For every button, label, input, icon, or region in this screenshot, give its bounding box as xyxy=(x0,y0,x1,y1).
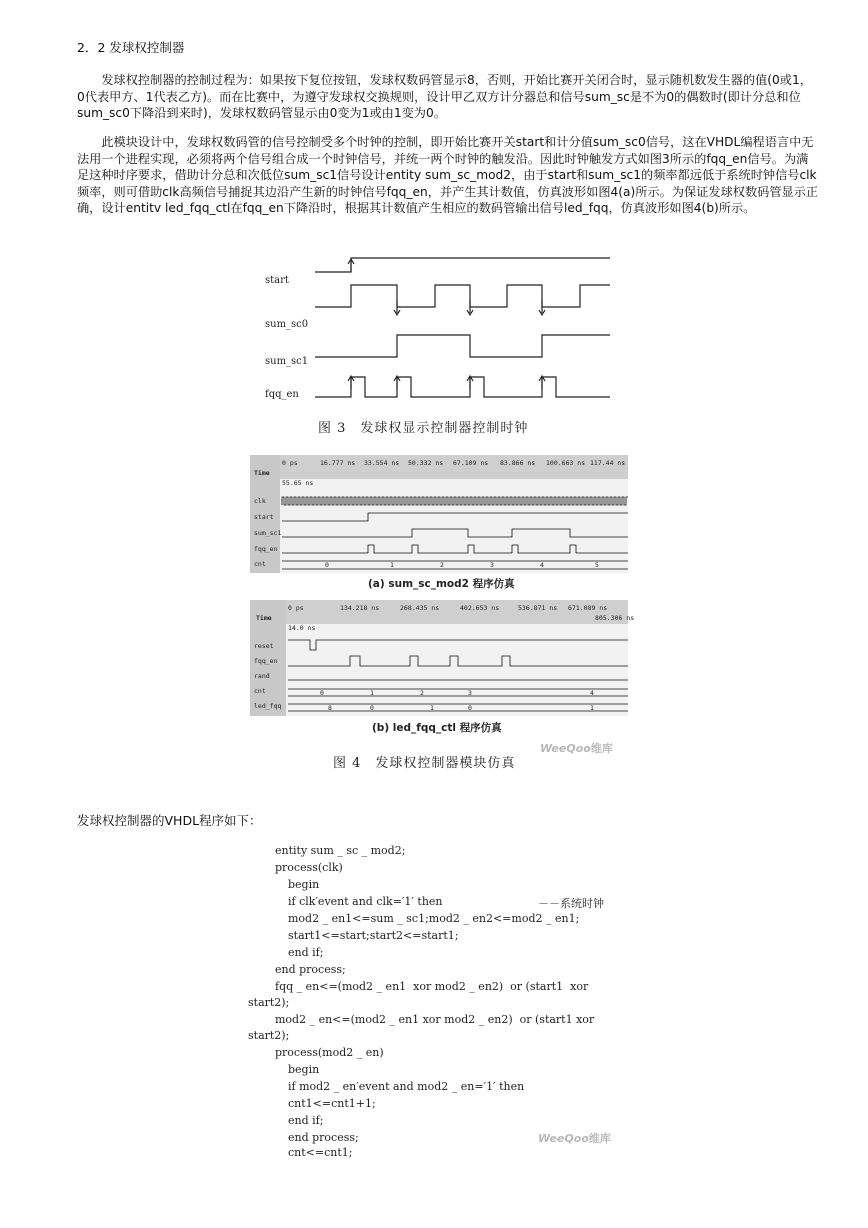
code-line: cnt1<=cnt1+1; xyxy=(288,1097,376,1110)
vhdl-intro: 发球权控制器的VHDL程序如下： xyxy=(77,813,262,828)
cnt-value: 1 xyxy=(370,689,374,697)
code-line: end process; xyxy=(288,1131,359,1144)
cnt-value: 0 xyxy=(320,689,324,697)
time-ticks xyxy=(282,459,625,467)
sig-cnt: cnt xyxy=(254,560,266,568)
cnt-value: 4 xyxy=(590,689,594,697)
tick: 671.089 ns xyxy=(568,604,608,612)
code-comment: －－系统时钟 xyxy=(538,897,604,910)
figure4a-caption: (a) sum_sc_mod2 程序仿真 xyxy=(368,578,515,590)
led-value: 1 xyxy=(590,704,594,712)
cnt-value: 2 xyxy=(440,561,444,569)
tick: 402.653 ns xyxy=(460,604,500,612)
fqq-en-arrow-2 xyxy=(394,376,400,389)
code-line: begin xyxy=(288,878,320,891)
tick: 268.435 ns xyxy=(400,604,440,612)
cursor-time: 55.65 ns xyxy=(282,479,314,487)
code-line: entity sum _ sc _ mod2; xyxy=(275,844,406,857)
watermark-logo xyxy=(540,740,613,756)
cnt-value: 5 xyxy=(595,561,599,569)
code-line: end if; xyxy=(288,1114,324,1127)
code-line: process(mod2 _ en) xyxy=(275,1046,384,1059)
led-value: 1 xyxy=(430,704,434,712)
figure4b-simulation xyxy=(250,600,635,716)
figure4a-simulation xyxy=(250,455,628,573)
fqq-en-arrow-1 xyxy=(348,376,354,389)
start-waveform xyxy=(315,258,610,272)
tick: 117.44 ns xyxy=(590,459,626,467)
cnt-value: 3 xyxy=(490,561,494,569)
code-line: fqq _ en<=(mod2 _ en1 xor mod2 _ en2) or (start1 xor xyxy=(275,980,589,993)
sig-cnt: cnt xyxy=(254,687,266,695)
cnt-value: 1 xyxy=(390,561,394,569)
led-value: 8 xyxy=(328,704,332,712)
sig-sum-sc1: sum_sc1 xyxy=(254,529,282,537)
watermark-logo xyxy=(538,1130,611,1146)
tick: 0 ps xyxy=(282,459,298,467)
fqq-en-waveform xyxy=(315,377,610,397)
tick: 67.109 ns xyxy=(453,459,489,467)
tick: 16.777 ns xyxy=(320,459,356,467)
sig-fqq-en: fqq_en xyxy=(254,545,278,553)
fqq-en-arrow-3 xyxy=(467,376,473,389)
sum-sc0-waveform xyxy=(315,285,610,307)
sig-led-fqq: led_fqq xyxy=(254,702,282,710)
watermark-brand: WeeQoo xyxy=(540,742,591,755)
figure4b-caption: (b) led_fqq_ctl 程序仿真 xyxy=(372,722,502,734)
vhdl-code-block xyxy=(248,844,628,1164)
time-label: Time xyxy=(254,469,270,477)
watermark-brand: WeeQoo xyxy=(538,1132,589,1145)
code-line: start2); xyxy=(248,996,290,1009)
tick: 50.332 ns xyxy=(408,459,444,467)
cnt-value: 2 xyxy=(420,689,424,697)
code-line: if clk′event and clk=′1′ then xyxy=(288,895,443,908)
watermark-cn: 维库 xyxy=(590,742,613,755)
tick: 536.871 ns xyxy=(518,604,558,612)
sig-clk: clk xyxy=(254,497,266,505)
signal-label-fqq-en: fqq_en xyxy=(265,389,299,400)
cnt-value: 4 xyxy=(540,561,544,569)
tick: 134.218 ns xyxy=(340,604,380,612)
code-line: process(clk) xyxy=(275,861,343,874)
code-line: start2); xyxy=(248,1029,290,1042)
sum-sc1-waveform xyxy=(315,335,610,357)
sig-start: start xyxy=(254,513,274,521)
figure4-caption: 图 4 发球权控制器模块仿真 xyxy=(333,756,516,771)
tick: 83.866 ns xyxy=(500,459,536,467)
led-value: 0 xyxy=(370,704,374,712)
cnt-value: 0 xyxy=(325,561,329,569)
watermark-cn: 维库 xyxy=(588,1132,611,1145)
tick: 0 ps xyxy=(288,604,304,612)
figure3-timing-diagram xyxy=(255,255,615,405)
code-line: mod2 _ en<=(mod2 _ en1 xor mod2 _ en2) or (start1 xor xyxy=(275,1013,595,1026)
tick: 100.663 ns xyxy=(546,459,586,467)
tick: 805.306 ns xyxy=(595,614,635,622)
sig-reset: reset xyxy=(254,642,274,650)
figure3-caption: 图 3 发球权显示控制器控制时钟 xyxy=(318,421,529,436)
cnt-value: 3 xyxy=(468,689,472,697)
cursor-time: 14.0 ns xyxy=(288,624,316,632)
signal-label-start: start xyxy=(265,275,289,286)
code-line: end process; xyxy=(275,963,346,976)
code-line: if mod2 _ en′event and mod2 _ en=′1′ then xyxy=(288,1080,525,1093)
sig-fqq-en: fqq_en xyxy=(254,657,278,665)
code-line: cnt<=cnt1; xyxy=(288,1146,353,1159)
time-label: Time xyxy=(256,614,272,622)
signal-label-sum-sc0: sum_sc0 xyxy=(265,319,309,330)
section-heading: 2．2 发球权控制器 xyxy=(77,40,185,55)
paragraph-2: 此模块设计中，发球权数码管的信号控制受多个时钟的控制，即开始比赛开关start和计分值sum_sc0信号，这在VHDL编程语言中无法用一个进程实现，必须将两个信号组合成一个时钟信号，并统一两个时钟的触发沿。因此时钟触发方式如图3所示的fqq_en信号。为满足这种时序要求，借助计分总和次低位sum_sc1信号设计entity sum_sc_mod2，由于start和sum_sc1的频率都远低于系统时钟信号clk频率，则可借助clk高频信号捕捉其边沿产生新的时钟信号fqq_en，并产生其计数值，仿真波形如图4(a)所示。为保证发球权数码管显示正确，设计entitv led_fqq_ctl在fqq_en下降沿时，根据其计数值产生相应的数码管输出信号led_fqq，仿真波形如图4(b)所示。 xyxy=(77,135,819,215)
code-line: begin xyxy=(288,1063,320,1076)
paragraph-1: 发球权控制器的控制过程为：如果按下复位按钮，发球权数码管显示8，否则，开始比赛开关闭合时，显示随机数发生器的值(0或1，0代表甲方、1代表乙方)。而在比赛中，为遵守发球权交换规则，设计甲乙双方计分器总和信号sum_sc是不为0的偶数时(即计分总和位sum_sc0下降沿到来时)，发球权数码管显示由0变为1或由1变为0。 xyxy=(77,73,812,120)
sig-rand: rand xyxy=(254,672,270,680)
led-value: 0 xyxy=(468,704,472,712)
signal-label-sum-sc1: sum_sc1 xyxy=(265,356,309,367)
code-line: start1<=start;start2<=start1; xyxy=(288,929,459,942)
tick: 33.554 ns xyxy=(364,459,400,467)
fqq-en-arrow-4 xyxy=(539,376,545,389)
code-line: end if; xyxy=(288,946,324,959)
code-line: mod2 _ en1<=sum _ sc1;mod2 _ en2<=mod2 _ en1; xyxy=(288,912,580,925)
